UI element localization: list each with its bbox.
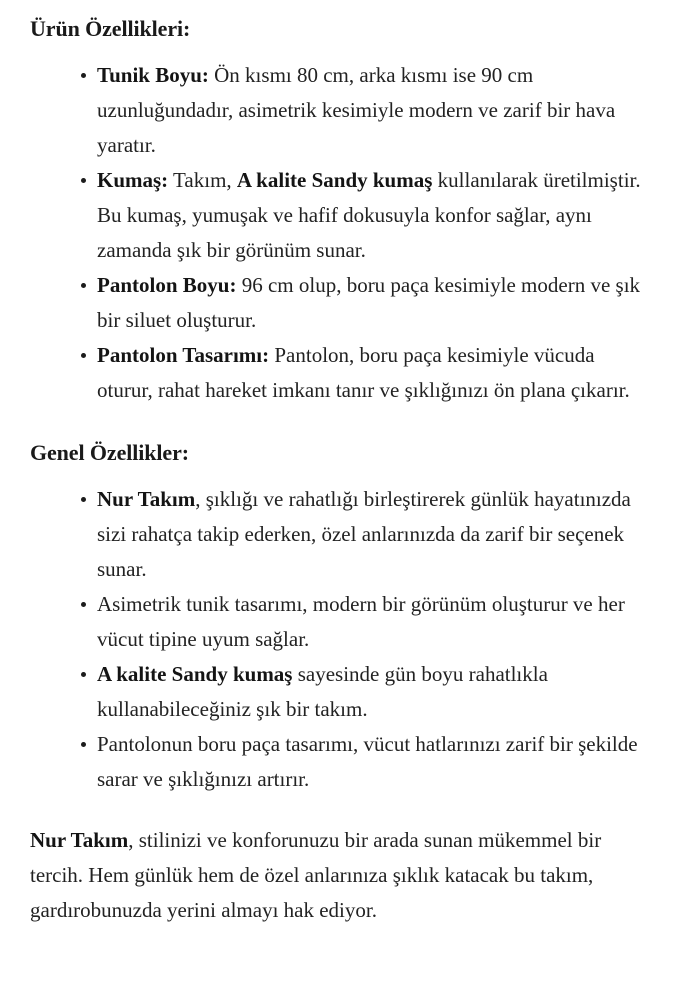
list-item bbox=[30, 587, 655, 657]
list-item bbox=[30, 727, 655, 797]
list-item-emphasis: A kalite Sandy kumaş bbox=[236, 168, 433, 192]
list-item-lead: Kumaş: bbox=[97, 168, 169, 192]
closing-paragraph bbox=[30, 823, 655, 928]
list-item bbox=[30, 163, 655, 268]
list-item-lead: A kalite Sandy kumaş bbox=[97, 662, 293, 686]
product-features-list bbox=[30, 58, 655, 408]
list-item-lead: Tunik Boyu: bbox=[97, 63, 209, 87]
list-item bbox=[30, 482, 655, 587]
list-item bbox=[30, 268, 655, 338]
list-item-lead: Pantolon Boyu: bbox=[97, 273, 237, 297]
page-title: Ürün Özellikleri: bbox=[30, 16, 191, 41]
list-item-body: Asimetrik tunik tasarımı, modern bir görünüm oluşturur ve her vücut tipine uyum sağlar. bbox=[97, 592, 625, 651]
list-item bbox=[30, 58, 655, 163]
list-item-body-before: Takım, bbox=[168, 168, 237, 192]
closing-body: , stilinizi ve konforunuzu bir arada sunan mükemmel bir tercih. Hem günlük hem de özel anlarınıza şıklık katacak bu takım, gardırobunuzda yerini almayı hak ediyor. bbox=[30, 828, 602, 922]
list-item-body: 96 cm olup, boru paça kesimiyle modern ve şık bir siluet oluşturur. bbox=[97, 273, 641, 332]
list-item bbox=[30, 338, 655, 408]
list-item-body: , şıklığı ve rahatlığı birleştirerek günlük hayatınızda sizi rahatça takip ederken, özel anlarınızda da zarif bir seçenek sunar. bbox=[97, 487, 631, 581]
list-item bbox=[30, 657, 655, 727]
closing-lead: Nur Takım bbox=[30, 828, 129, 852]
list-item-body-after: kullanılarak üretilmiştir. Bu kumaş, yumuşak ve hafif dokusuyla konfor sağlar, aynı zamanda şık bir görünüm sunar. bbox=[97, 168, 641, 262]
list-item-body: sayesinde gün boyu rahatlıkla kullanabileceğiniz şık bir takım. bbox=[97, 662, 548, 721]
list-item-body: Ön kısmı 80 cm, arka kısmı ise 90 cm uzunluğundadır, asimetrik kesimiyle modern ve zarif bir hava yaratır. bbox=[97, 63, 616, 157]
list-item-body: Pantolon, boru paça kesimiyle vücuda oturur, rahat hareket imkanı tanır ve şıklığınızı ön plana çıkarır. bbox=[97, 343, 630, 402]
general-features-list bbox=[30, 482, 655, 797]
list-item-body: Pantolonun boru paça tasarımı, vücut hatlarınızı zarif bir şekilde sarar ve şıklığınızı artırır. bbox=[97, 732, 638, 791]
section-heading-general: Genel Özellikler: bbox=[30, 440, 189, 465]
list-item-lead: Pantolon Tasarımı: bbox=[97, 343, 270, 367]
list-item-lead: Nur Takım bbox=[97, 487, 196, 511]
